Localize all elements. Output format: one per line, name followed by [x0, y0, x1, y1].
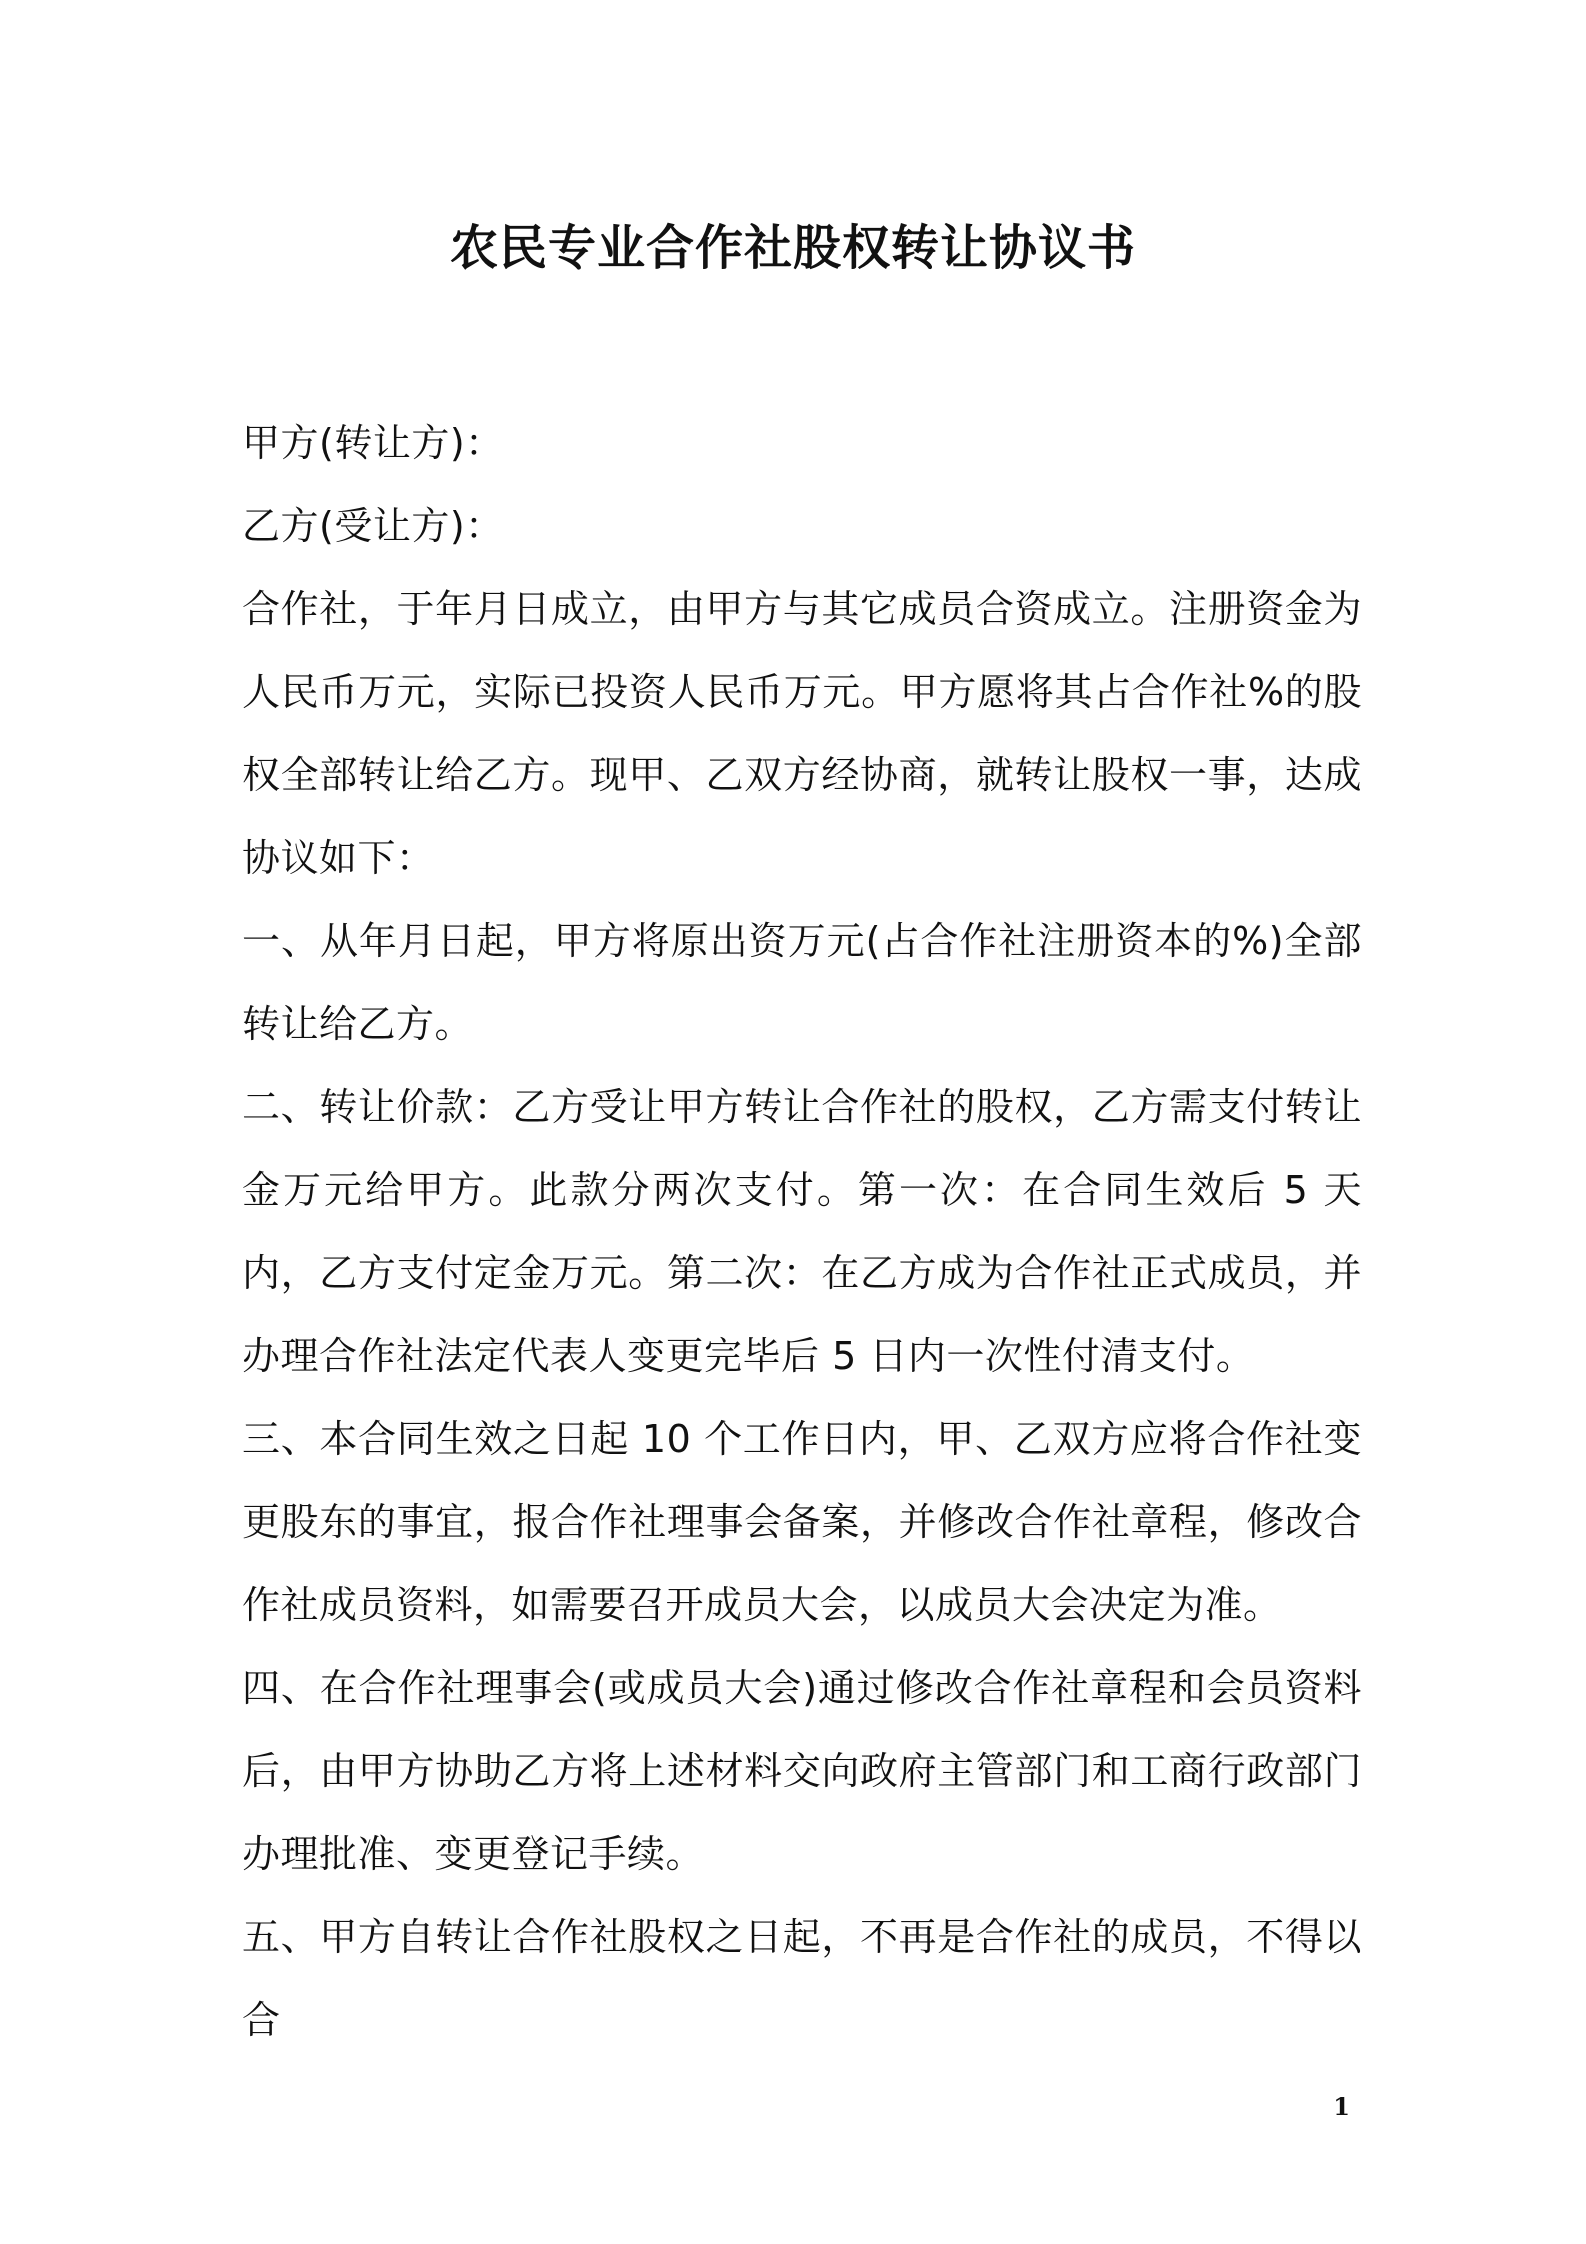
clause-4: 四、在合作社理事会(或成员大会)通过修改合作社章程和会员资料后，由甲方协助乙方将上述材料交向政府主管部门和工商行政部门办理批准、变更登记手续。	[242, 1666, 1362, 1876]
document-title: 农民专业合作社股权转让协议书	[449, 220, 1136, 276]
clause-1: 一、从年月日起，甲方将原出资万元(占合作社注册资本的%)全部转让给乙方。	[242, 919, 1362, 1046]
clause-2: 二、转让价款：乙方受让甲方转让合作社的股权，乙方需支付转让金万元给甲方。此款分两次支付。第一次：在合同生效后 5 天内，乙方支付定金万元。第二次：在乙方成为合作社正式成员，并办理合作社法定代表人变更完毕后 5 日内一次性付清支付。	[242, 1085, 1362, 1378]
document-body	[242, 402, 1362, 2062]
clause-3: 三、本合同生效之日起 10 个工作日内，甲、乙双方应将合作社变更股东的事宜，报合作社理事会备案，并修改合作社章程，修改合作社成员资料，如需要召开成员大会，以成员大会决定为准。	[242, 1417, 1362, 1627]
party-a-line: 甲方(转让方)：	[242, 421, 504, 465]
party-b-line: 乙方(受让方)：	[242, 504, 504, 548]
clause-5: 五、甲方自转让合作社股权之日起，不再是合作社的成员，不得以合	[242, 1915, 1362, 2042]
page-number: 1	[1333, 2092, 1350, 2121]
preamble-paragraph: 合作社，于年月日成立，由甲方与其它成员合资成立。注册资金为人民币万元，实际已投资人民币万元。甲方愿将其占合作社%的股权全部转让给乙方。现甲、乙双方经协商，就转让股权一事，达成协议如下：	[242, 587, 1362, 880]
